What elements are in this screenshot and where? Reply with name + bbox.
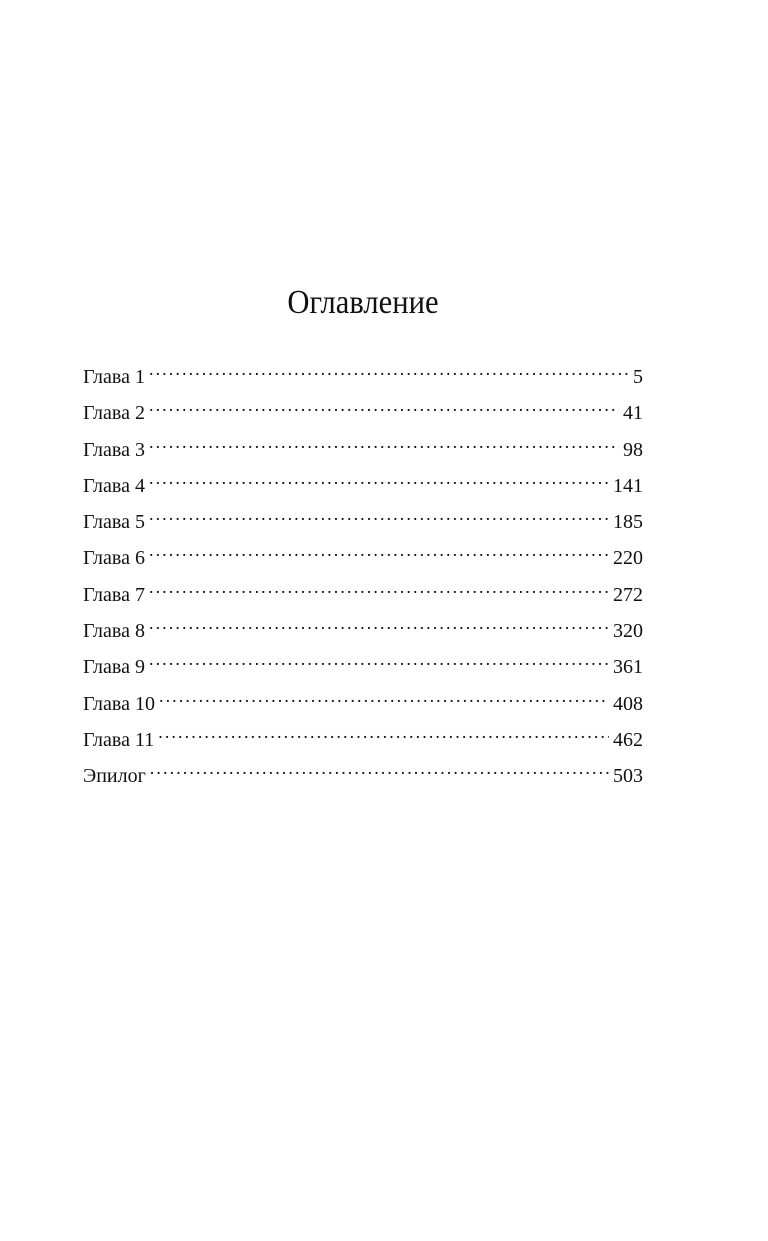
toc-entry bbox=[83, 464, 643, 500]
table-of-contents bbox=[83, 355, 643, 791]
toc-entry-label: Глава 2 bbox=[83, 402, 145, 425]
toc-entry-label: Глава 10 bbox=[83, 692, 155, 715]
toc-entry-label: Глава 6 bbox=[83, 547, 145, 570]
toc-entry-label: Глава 7 bbox=[83, 583, 145, 606]
toc-entry-label: Эпилог bbox=[83, 765, 146, 788]
toc-entry-page: 141 bbox=[613, 474, 643, 497]
dot-leader bbox=[149, 355, 629, 383]
dot-leader bbox=[149, 464, 609, 492]
toc-entry bbox=[83, 573, 643, 609]
toc-entry bbox=[83, 355, 643, 391]
dot-leader bbox=[150, 754, 609, 782]
dot-leader bbox=[149, 536, 609, 564]
dot-leader bbox=[149, 573, 609, 601]
dot-leader bbox=[149, 645, 609, 673]
toc-entry-page: 185 bbox=[613, 511, 643, 534]
toc-entry-page: 220 bbox=[613, 547, 643, 570]
toc-entry-label: Глава 4 bbox=[83, 474, 145, 497]
toc-entry-page: 462 bbox=[613, 728, 643, 751]
toc-entry-page: 320 bbox=[613, 620, 643, 643]
dot-leader bbox=[149, 428, 619, 456]
toc-entry bbox=[83, 391, 643, 427]
toc-entry-page: 408 bbox=[613, 692, 643, 715]
toc-entry bbox=[83, 609, 643, 645]
toc-entry bbox=[83, 500, 643, 536]
dot-leader bbox=[159, 682, 609, 710]
toc-entry bbox=[83, 754, 643, 790]
toc-entry-label: Глава 1 bbox=[83, 366, 145, 388]
toc-entry bbox=[83, 428, 643, 464]
toc-entry bbox=[83, 718, 643, 754]
toc-entry bbox=[83, 645, 643, 681]
dot-leader bbox=[149, 391, 619, 419]
dot-leader bbox=[158, 718, 609, 746]
toc-entry-page: 5 bbox=[633, 366, 643, 388]
toc-entry bbox=[83, 536, 643, 572]
toc-entry-label: Глава 8 bbox=[83, 620, 145, 643]
toc-entry-page: 41 bbox=[623, 402, 643, 425]
dot-leader bbox=[149, 500, 609, 528]
toc-entry-page: 503 bbox=[613, 765, 643, 788]
toc-entry-label: Глава 3 bbox=[83, 438, 145, 461]
toc-entry-label: Глава 5 bbox=[83, 511, 145, 534]
toc-entry-label: Глава 9 bbox=[83, 656, 145, 679]
toc-entry-page: 361 bbox=[613, 656, 643, 679]
dot-leader bbox=[149, 609, 609, 637]
toc-entry-page: 272 bbox=[613, 583, 643, 606]
page-title: Оглавление bbox=[287, 284, 439, 321]
toc-entry-label: Глава 11 bbox=[83, 728, 155, 751]
toc-entry bbox=[83, 682, 643, 718]
toc-entry-page: 98 bbox=[623, 438, 643, 461]
